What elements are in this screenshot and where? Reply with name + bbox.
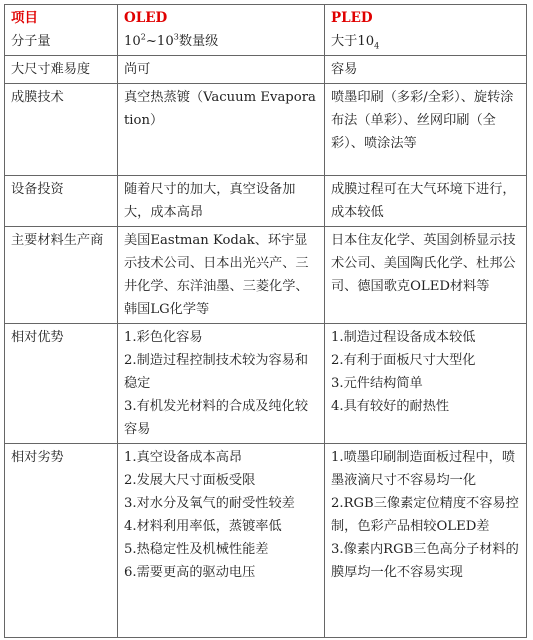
pled-cell	[325, 444, 527, 638]
pled-cell-line: 3.像素内RGB三色高分子材料的膜厚均一化不容易实现	[331, 542, 519, 580]
row-label: 相对劣势	[11, 450, 64, 465]
header-pled-title: PLED	[331, 10, 373, 26]
pled-cell-line: 1.喷墨印刷制造面板过程中，喷墨液滴尺寸不容易均一化	[331, 450, 516, 488]
row-label-cell	[5, 227, 118, 324]
header-molecular-weight-label: 分子量	[11, 34, 51, 49]
pled-cell-line: 容易	[331, 62, 358, 77]
row-label-cell	[5, 176, 118, 227]
table-row	[5, 176, 527, 227]
header-pled-molecular-weight: 大于$10_4$	[331, 34, 380, 51]
oled-cell-line: 随着尺寸的加大，真空设备加大，成本高昂	[124, 182, 296, 220]
row-label: 主要材料生产商	[11, 233, 104, 248]
comparison-table	[4, 4, 527, 638]
table-row	[5, 324, 527, 444]
row-label: 大尺寸难易度	[11, 62, 91, 77]
header-row	[5, 5, 527, 56]
row-label-cell	[5, 56, 118, 84]
pled-cell	[325, 324, 527, 444]
pled-cell	[325, 176, 527, 227]
header-cell-pled	[325, 5, 527, 56]
row-label-cell	[5, 324, 118, 444]
oled-cell-line: 4.材料利用率低，蒸镀率低	[124, 519, 282, 534]
pled-cell-line: 4.具有较好的耐热性	[331, 399, 450, 414]
oled-cell-line: 2.发展大尺寸面板受限	[124, 473, 256, 488]
pled-cell-line: 喷墨印刷（多彩/全彩）、旋转涂布法（单彩）、丝网印刷（全彩）、喷涂法等	[331, 90, 514, 151]
table-row	[5, 84, 527, 176]
oled-cell	[118, 56, 325, 84]
oled-cell-line: 1.彩色化容易	[124, 330, 203, 345]
header-cell-oled	[118, 5, 325, 56]
oled-cell	[118, 444, 325, 638]
oled-cell	[118, 324, 325, 444]
header-oled-molecular-weight: $10^2\sim 10^3$数量级	[124, 32, 219, 49]
row-label: 设备投资	[11, 182, 64, 197]
pled-cell-line: 成膜过程可在大气环境下进行，成本较低	[331, 182, 516, 220]
oled-cell-line: 2.制造过程控制技术较为容易和稳定	[124, 353, 309, 391]
table-row	[5, 56, 527, 84]
header-item-title: 项目	[11, 10, 38, 26]
oled-cell	[118, 84, 325, 176]
oled-cell	[118, 176, 325, 227]
oled-cell-line: 真空热蒸镀（Vacuum Evaporation）	[124, 90, 316, 128]
oled-cell-line: 3.有机发光材料的合成及纯化较容易	[124, 399, 309, 437]
pled-cell-line: 1.制造过程设备成本较低	[331, 330, 476, 345]
pled-cell	[325, 84, 527, 176]
oled-cell-line: 1.真空设备成本高昂	[124, 450, 243, 465]
row-label-cell	[5, 84, 118, 176]
pled-cell-line: 日本住友化学、英国剑桥显示技术公司、美国陶氏化学、杜邦公司、德国歌克OLED材料等	[331, 233, 516, 294]
pled-cell-line: 2.RGB三像素定位精度不容易控制，色彩产品相较OLED差	[331, 496, 519, 534]
row-label: 相对优势	[11, 330, 64, 345]
header-oled-title: OLED	[124, 10, 168, 26]
pled-cell	[325, 56, 527, 84]
header-cell-item	[5, 5, 118, 56]
oled-cell-line: 美国Eastman Kodak、环宇显示技术公司、日本出光兴产、三井化学、东洋油墨、三菱化学、韩国LG化学等	[124, 233, 309, 317]
oled-cell-line: 6.需要更高的驱动电压	[124, 565, 256, 580]
oled-cell-line: 5.热稳定性及机械性能差	[124, 542, 269, 557]
table-row	[5, 444, 527, 638]
table-body	[5, 56, 527, 638]
pled-cell-line: 3.元件结构简单	[331, 376, 423, 391]
oled-cell-line: 3.对水分及氧气的耐受性较差	[124, 496, 295, 511]
row-label-cell	[5, 444, 118, 638]
pled-cell-line: 2.有利于面板尺寸大型化	[331, 353, 476, 368]
row-label: 成膜技术	[11, 90, 64, 105]
oled-cell-line: 尚可	[124, 62, 151, 77]
pled-cell	[325, 227, 527, 324]
oled-cell	[118, 227, 325, 324]
table-row	[5, 227, 527, 324]
